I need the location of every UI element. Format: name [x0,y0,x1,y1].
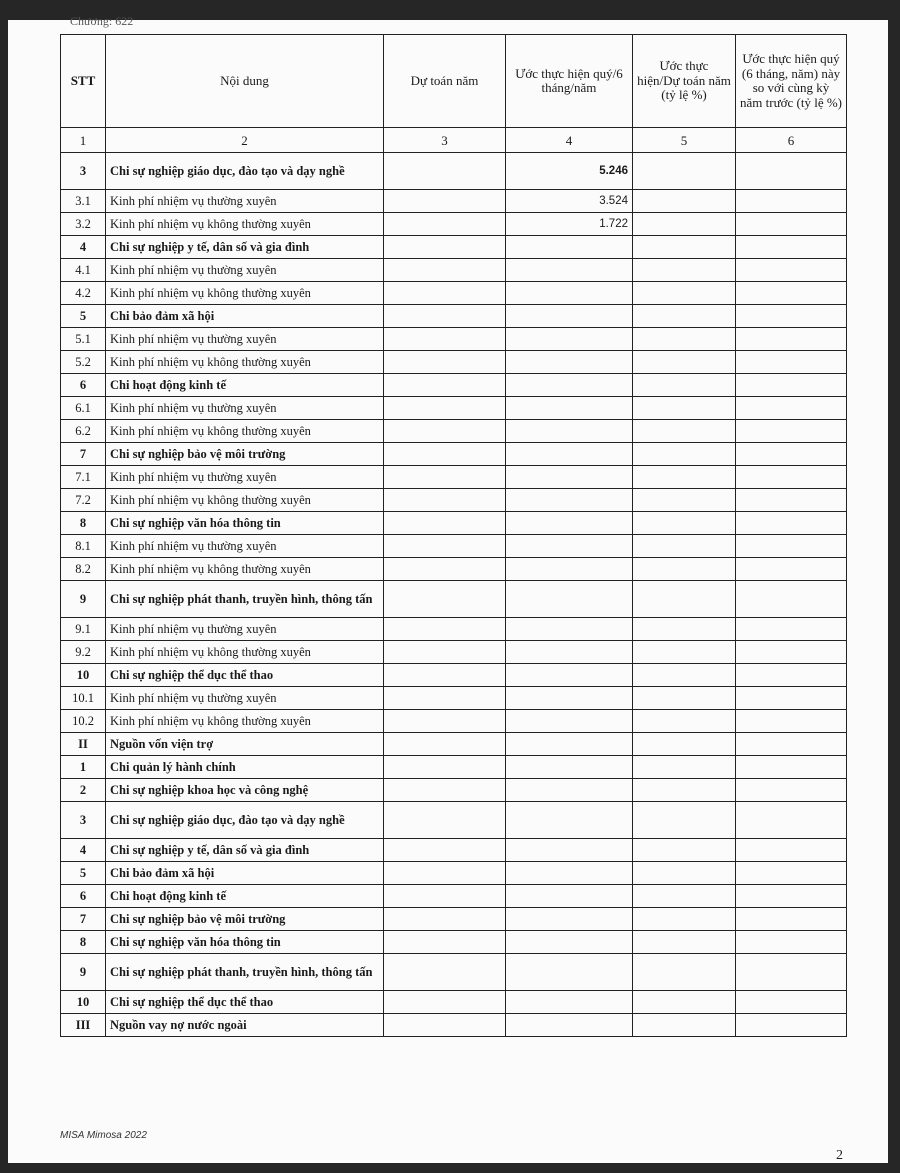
column-number-row [61,128,847,153]
row-ratio-budget [633,885,736,908]
table-row [61,991,847,1014]
row-ratio-budget [633,190,736,213]
row-estimate [506,779,633,802]
row-content: Kinh phí nhiệm vụ không thường xuyên [106,213,384,236]
row-annual-budget [384,641,506,664]
row-estimate [506,397,633,420]
column-number: 3 [384,128,506,153]
row-content: Kinh phí nhiệm vụ không thường xuyên [106,558,384,581]
row-annual-budget [384,954,506,991]
table-row [61,351,847,374]
row-stt: 8 [61,931,106,954]
row-annual-budget [384,236,506,259]
row-ratio-prev-year [736,862,847,885]
row-content: Kinh phí nhiệm vụ không thường xuyên [106,282,384,305]
row-stt: II [61,733,106,756]
row-estimate [506,535,633,558]
row-ratio-budget [633,618,736,641]
row-estimate [506,328,633,351]
chapter-label: Chương: 622 [70,14,134,28]
page-number: 2 [836,1148,843,1163]
table-row [61,213,847,236]
table-row [61,862,847,885]
column-number: 1 [61,128,106,153]
column-number: 5 [633,128,736,153]
row-stt: 7.2 [61,489,106,512]
row-stt: 3 [61,802,106,839]
row-estimate [506,305,633,328]
row-annual-budget [384,931,506,954]
row-ratio-prev-year [736,328,847,351]
row-annual-budget [384,756,506,779]
row-ratio-budget [633,236,736,259]
table-row [61,687,847,710]
row-stt: 6.1 [61,397,106,420]
row-ratio-prev-year [736,489,847,512]
row-annual-budget [384,839,506,862]
row-stt: 3 [61,153,106,190]
row-annual-budget [384,397,506,420]
table-row [61,954,847,991]
row-ratio-budget [633,443,736,466]
row-ratio-budget [633,687,736,710]
row-stt: 3.1 [61,190,106,213]
row-ratio-budget [633,641,736,664]
table-row [61,443,847,466]
row-ratio-prev-year [736,443,847,466]
table-row [61,779,847,802]
row-stt: 8 [61,512,106,535]
row-ratio-budget [633,328,736,351]
table-row [61,282,847,305]
row-annual-budget [384,259,506,282]
row-content: Chi sự nghiệp giáo dục, đào tạo và dạy nghề [106,802,384,839]
row-ratio-budget [633,153,736,190]
row-ratio-prev-year [736,190,847,213]
row-estimate [506,710,633,733]
row-content: Chi sự nghiệp thể dục thể thao [106,664,384,687]
row-annual-budget [384,305,506,328]
row-annual-budget [384,351,506,374]
row-content: Chi hoạt động kinh tế [106,374,384,397]
row-ratio-prev-year [736,466,847,489]
row-stt: 7.1 [61,466,106,489]
table-row [61,1014,847,1037]
row-ratio-prev-year [736,535,847,558]
row-estimate [506,862,633,885]
row-ratio-prev-year [736,664,847,687]
row-ratio-budget [633,259,736,282]
row-ratio-budget [633,954,736,991]
row-ratio-budget [633,558,736,581]
row-stt: 5 [61,305,106,328]
row-estimate [506,931,633,954]
row-ratio-budget [633,466,736,489]
row-content: Chi sự nghiệp văn hóa thông tin [106,931,384,954]
table-row [61,236,847,259]
row-estimate [506,756,633,779]
row-annual-budget [384,991,506,1014]
table-row [61,397,847,420]
row-ratio-prev-year [736,305,847,328]
row-ratio-budget [633,282,736,305]
table-row [61,420,847,443]
row-ratio-prev-year [736,687,847,710]
row-estimate [506,733,633,756]
row-estimate [506,443,633,466]
row-ratio-prev-year [736,756,847,779]
row-content: Kinh phí nhiệm vụ thường xuyên [106,190,384,213]
row-ratio-prev-year [736,282,847,305]
row-content: Chi sự nghiệp văn hóa thông tin [106,512,384,535]
row-content: Kinh phí nhiệm vụ thường xuyên [106,687,384,710]
table-row [61,328,847,351]
row-stt: 9 [61,581,106,618]
row-estimate [506,489,633,512]
row-estimate [506,618,633,641]
row-stt: 4.2 [61,282,106,305]
row-ratio-budget [633,420,736,443]
table-row [61,908,847,931]
row-stt: 8.2 [61,558,106,581]
header-row [61,35,847,128]
row-annual-budget [384,581,506,618]
row-ratio-budget [633,374,736,397]
row-ratio-prev-year [736,1014,847,1037]
table-row [61,190,847,213]
row-annual-budget [384,328,506,351]
table-row [61,466,847,489]
row-content: Chi sự nghiệp bảo vệ môi trường [106,908,384,931]
row-annual-budget [384,618,506,641]
row-ratio-prev-year [736,259,847,282]
row-stt: 5 [61,862,106,885]
row-estimate [506,991,633,1014]
table-row [61,756,847,779]
row-ratio-prev-year [736,779,847,802]
row-ratio-prev-year [736,733,847,756]
row-annual-budget [384,374,506,397]
row-annual-budget [384,862,506,885]
document-page [8,14,888,1163]
row-annual-budget [384,779,506,802]
row-ratio-budget [633,710,736,733]
row-stt: 9 [61,954,106,991]
row-content: Kinh phí nhiệm vụ thường xuyên [106,259,384,282]
row-estimate [506,641,633,664]
row-annual-budget [384,687,506,710]
row-estimate [506,512,633,535]
column-number: 2 [106,128,384,153]
row-estimate [506,236,633,259]
row-content: Nguồn vốn viện trợ [106,733,384,756]
row-annual-budget [384,908,506,931]
row-annual-budget [384,213,506,236]
row-ratio-prev-year [736,397,847,420]
row-ratio-budget [633,1014,736,1037]
table-row [61,839,847,862]
row-content: Chi sự nghiệp y tế, dân số và gia đình [106,236,384,259]
row-stt: 10.1 [61,687,106,710]
row-ratio-prev-year [736,512,847,535]
row-ratio-budget [633,908,736,931]
row-content: Kinh phí nhiệm vụ không thường xuyên [106,641,384,664]
header-estimate: Ước thực hiện quý/6 tháng/năm [506,35,633,128]
row-stt: 4.1 [61,259,106,282]
row-content: Kinh phí nhiệm vụ thường xuyên [106,466,384,489]
row-annual-budget [384,733,506,756]
header-ratio-budget: Ước thực hiện/Dự toán năm (tỷ lệ %) [633,35,736,128]
table-row [61,305,847,328]
row-ratio-budget [633,397,736,420]
row-ratio-budget [633,535,736,558]
row-stt: 10 [61,991,106,1014]
row-content: Chi sự nghiệp giáo dục, đào tạo và dạy nghề [106,153,384,190]
row-stt: 8.1 [61,535,106,558]
row-estimate [506,839,633,862]
row-stt: 9.2 [61,641,106,664]
row-content: Kinh phí nhiệm vụ không thường xuyên [106,489,384,512]
row-ratio-prev-year [736,885,847,908]
row-stt: 9.1 [61,618,106,641]
column-number: 4 [506,128,633,153]
row-stt: 6 [61,374,106,397]
row-stt: 10.2 [61,710,106,733]
row-estimate [506,885,633,908]
table-row [61,512,847,535]
row-content: Kinh phí nhiệm vụ không thường xuyên [106,420,384,443]
row-estimate [506,466,633,489]
row-stt: 6.2 [61,420,106,443]
row-ratio-budget [633,664,736,687]
row-content: Chi quản lý hành chính [106,756,384,779]
table-row [61,733,847,756]
row-content: Chi sự nghiệp phát thanh, truyền hình, thông tấn [106,954,384,991]
row-content: Chi sự nghiệp phát thanh, truyền hình, thông tấn [106,581,384,618]
row-ratio-budget [633,862,736,885]
row-content: Nguồn vay nợ nước ngoài [106,1014,384,1037]
header-annual-budget: Dự toán năm [384,35,506,128]
row-stt: 1 [61,756,106,779]
table-row [61,581,847,618]
row-annual-budget [384,885,506,908]
row-estimate [506,954,633,991]
row-stt: 3.2 [61,213,106,236]
row-ratio-budget [633,351,736,374]
row-ratio-budget [633,489,736,512]
row-ratio-budget [633,581,736,618]
row-ratio-prev-year [736,839,847,862]
row-estimate [506,420,633,443]
row-ratio-budget [633,733,736,756]
row-ratio-prev-year [736,931,847,954]
row-annual-budget [384,190,506,213]
row-annual-budget [384,512,506,535]
row-annual-budget [384,535,506,558]
row-content: Kinh phí nhiệm vụ thường xuyên [106,328,384,351]
row-estimate [506,802,633,839]
row-stt: 7 [61,443,106,466]
row-annual-budget [384,282,506,305]
row-ratio-prev-year [736,581,847,618]
table-row [61,535,847,558]
row-ratio-budget [633,991,736,1014]
row-ratio-prev-year [736,991,847,1014]
row-ratio-prev-year [736,954,847,991]
row-ratio-budget [633,802,736,839]
row-content: Kinh phí nhiệm vụ không thường xuyên [106,351,384,374]
row-content: Kinh phí nhiệm vụ không thường xuyên [106,710,384,733]
row-stt: 6 [61,885,106,908]
row-ratio-prev-year [736,641,847,664]
row-ratio-prev-year [736,153,847,190]
row-estimate [506,664,633,687]
row-estimate [506,687,633,710]
table-row [61,259,847,282]
row-content: Chi sự nghiệp thể dục thể thao [106,991,384,1014]
table-row [61,802,847,839]
row-annual-budget [384,153,506,190]
row-annual-budget [384,802,506,839]
table-row [61,710,847,733]
row-ratio-prev-year [736,908,847,931]
row-annual-budget [384,466,506,489]
row-ratio-budget [633,931,736,954]
header-ratio-prev-year: Ước thực hiện quý (6 tháng, năm) này so với cùng kỳ năm trước (tỷ lệ %) [736,35,847,128]
row-estimate: 5.246 [506,153,633,190]
row-ratio-budget [633,213,736,236]
table-row [61,374,847,397]
table-row [61,558,847,581]
row-ratio-prev-year [736,213,847,236]
row-ratio-budget [633,305,736,328]
row-ratio-prev-year [736,618,847,641]
row-estimate [506,581,633,618]
row-estimate [506,1014,633,1037]
row-stt: 5.1 [61,328,106,351]
row-stt: 5.2 [61,351,106,374]
row-content: Chi hoạt động kinh tế [106,885,384,908]
row-ratio-prev-year [736,351,847,374]
row-ratio-prev-year [736,802,847,839]
row-annual-budget [384,1014,506,1037]
row-estimate [506,282,633,305]
row-estimate [506,374,633,397]
row-annual-budget [384,489,506,512]
row-ratio-prev-year [736,558,847,581]
table-row [61,153,847,190]
row-annual-budget [384,710,506,733]
row-ratio-prev-year [736,710,847,733]
row-ratio-budget [633,779,736,802]
column-number: 6 [736,128,847,153]
row-ratio-prev-year [736,374,847,397]
row-ratio-budget [633,512,736,535]
table-row [61,931,847,954]
header-content: Nội dung [106,35,384,128]
row-estimate [506,558,633,581]
table-row [61,641,847,664]
row-content: Chi bảo đảm xã hội [106,305,384,328]
row-content: Kinh phí nhiệm vụ thường xuyên [106,397,384,420]
row-annual-budget [384,558,506,581]
row-stt: 4 [61,236,106,259]
row-estimate [506,908,633,931]
table-row [61,489,847,512]
row-content: Chi sự nghiệp khoa học và công nghệ [106,779,384,802]
row-stt: 4 [61,839,106,862]
row-content: Chi bảo đảm xã hội [106,862,384,885]
row-annual-budget [384,664,506,687]
row-ratio-prev-year [736,420,847,443]
row-estimate [506,351,633,374]
row-ratio-prev-year [736,236,847,259]
row-content: Kinh phí nhiệm vụ thường xuyên [106,618,384,641]
row-stt: 7 [61,908,106,931]
row-stt: 2 [61,779,106,802]
budget-table [60,34,847,1037]
row-stt: III [61,1014,106,1037]
row-content: Chi sự nghiệp y tế, dân số và gia đình [106,839,384,862]
header-stt: STT [61,35,106,128]
row-ratio-budget [633,839,736,862]
table-row [61,618,847,641]
row-estimate: 3.524 [506,190,633,213]
row-ratio-budget [633,756,736,779]
row-annual-budget [384,443,506,466]
row-stt: 10 [61,664,106,687]
table-row [61,664,847,687]
row-content: Kinh phí nhiệm vụ thường xuyên [106,535,384,558]
table-row [61,885,847,908]
footer-software-label: MISA Mimosa 2022 [60,1130,147,1141]
row-annual-budget [384,420,506,443]
row-estimate: 1.722 [506,213,633,236]
row-content: Chi sự nghiệp bảo vệ môi trường [106,443,384,466]
row-estimate [506,259,633,282]
